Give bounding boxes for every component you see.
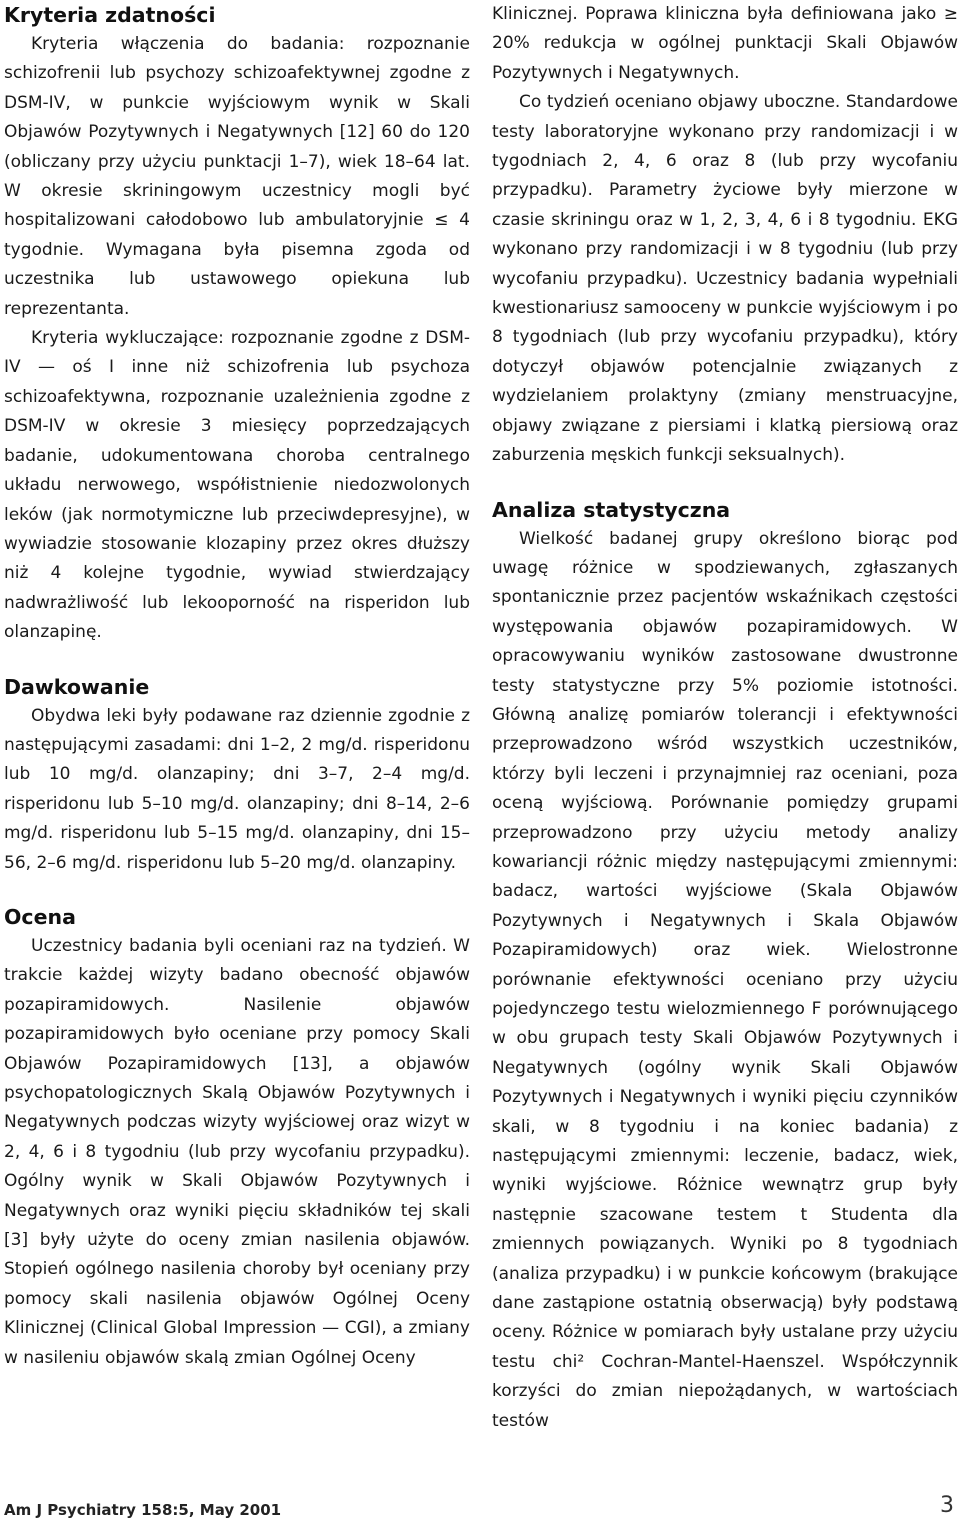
journal-citation: Am J Psychiatry 158:5, May 2001 — [4, 1501, 282, 1519]
paragraph-statistics: Wielkość badanej grupy określono biorąc pod uwagę różnice w spodziewanych, zgłaszanych spontanicznie przez pacjentów wskaźnikach częstości występowania objawów pozapiramidowych. W opracowywaniu wyników zastosowane dwustronne testy statystyczne przy 5% poziomie istotności. Główną analizę pomiarów tolerancji i efektywności przeprowadzono wśród wszystkich uczestników, którzy byli leczeni i przynajmniej raz oceniani, poza oceną wyjściową. Porównanie pomiędzy grupami przeprowadzono przy użyciu metody analizy kowariancji różnic między następującymi zmiennymi: badacz, wartości wyjściowe (Skala Objawów Pozytywnych i Negatywnych i Skala Objawów Pozapiramidowych) oraz wiek. Wielostronne porównanie efektywności oceniano przy użyciu pojedynczego testu wielozmiennego F porównującego w obu grupach testy Skali Objawów Pozytywnych i Negatywnych (ogólny wynik Skali Objawów Pozytywnych i Negatywnych i wyniki pięciu czynników skali, w 8 tygodniu i na koniec badania) z następującymi zmiennymi: leczenie, badacz, wiek, wyniki wyjściowe. Różnice wewnątrz grup były następnie szacowane testem t Studenta dla zmiennych powiązanych. Wyniki po 8 tygodniach (analiza przypadku) i w punkcie końcowym (brakujące dane zastąpione ostatnią obserwacją) były podstawą oceny. Różnice w pomiarach były ustalane przy użyciu testu chi² Cochran-Mantel-Haenszel. Współczynnik korzyści do zmian niepożądanych, w wartościach testów — [492, 528, 958, 1431]
paragraph-assessment-continued: Klinicznej. Poprawa kliniczna była definiowana jako ≥ 20% redukcja w ogólnej punktacji Skali Objawów Pozytywnych i Negatywnych. — [492, 4, 958, 83]
section-heading-statistics: Analiza statystyczna — [492, 497, 731, 522]
page-number: 3 — [940, 1493, 954, 1518]
section-heading-eligibility: Kryteria zdatności — [4, 3, 216, 27]
left-column — [4, 0, 470, 1373]
page-footer — [4, 1493, 954, 1521]
paragraph-side-effects: Co tydzień oceniano objawy uboczne. Standardowe testy laboratoryjne wykonano przy randomizacji i w tygodniach 2, 4, 6 oraz 8 (lub przy wycofaniu przypadku). Parametry życiowe były mierzone w czasie skriningu oraz w 1, 2, 3, 4, 6 i 8 tygodniu. EKG wykonano przy randomizacji i w 8 tygodniu (lub przy wycofaniu przypadku). Uczestnicy badania wypełniali kwestionariusz samooceny w punkcie wyjściowym i po 8 tygodniach (lub przy wycofaniu przypadku), który dotyczył objawów potencjalnie związanych z wydzielaniem prolaktyny (zmiany menstruacyjne, objawy związane z piersiami i klatką piersiową oraz zaburzenia męskich funkcji seksualnych). — [492, 92, 958, 466]
section-heading-dosing: Dawkowanie — [4, 674, 150, 699]
section-heading-assessment: Ocena — [4, 904, 76, 929]
paragraph-inclusion-criteria: Kryteria włączenia do badania: rozpoznanie schizofrenii lub psychozy schizoafektywnej zgodne z DSM-IV, w punkcie wyjściowym wynik w Skali Objawów Pozytywnych i Negatywnych [12] 60 do 120 (obliczany przy użyciu punktacji 1–7), wiek 18–64 lat. W okresie skriningowym uczestnicy mogli być hospitalizowani całodobowo lub ambulatoryjnie ≤ 4 tygodnie. Wymagana była pisemna zgoda od uczestnika lub ustawowego opiekuna lub reprezentanta. — [4, 34, 470, 319]
right-column — [492, 0, 958, 1436]
paragraph-assessment: Uczestnicy badania byli oceniani raz na tydzień. W trakcie każdej wizyty badano obecność objawów pozapiramidowych. Nasilenie objawów pozapiramidowych było oceniane przy pomocy Skali Objawów Pozapiramidowych [13], a objawów psychopatologicznych Skalą Objawów Pozytywnych i Negatywnych podczas wizyty wyjściowej oraz wizyt w 2, 4, 6 i 8 tygodniu (lub przy wycofaniu przypadku). Ogólny wynik w Skali Objawów Pozytywnych i Negatywnych oraz wyniki pięciu składników tej skali [3] były użyte do oceny zmian nasilenia objawów. Stopień ogólnego nasilenia choroby był oceniany przy pomocy skali nasilenia objawów Ogólnej Oceny Klinicznej (Clinical Global Impression — CGI), a zmiany w nasileniu objawów skalą zmian Ogólnej Oceny — [4, 935, 470, 1368]
paragraph-exclusion-criteria: Kryteria wykluczające: rozpoznanie zgodne z DSM-IV — oś I inne niż schizofrenia lub psychoza schizoafektywna, rozpoznanie uzależnienia zgodne z DSM-IV w okresie 3 miesięcy poprzedzających badanie, udokumentowana choroba centralnego układu nerwowego, współistnienie niedozwolonych leków (jak normotymiczne lub przeciwdepresyjne), w wywiadzie stosowanie klozapiny przez okres dłuższy niż 4 kolejne tygodnie, wywiad stwierdzający nadwrażliwość lub lekooporność na risperidon lub olanzapinę. — [4, 328, 470, 643]
paragraph-dosing: Obydwa leki były podawane raz dziennie zgodnie z następującymi zasadami: dni 1–2, 2 mg/d. risperidonu lub 10 mg/d. olanzapiny; dni 3–7, 2–4 mg/d. risperidonu lub 5–10 mg/d. olanzapiny; dni 8–14, 2–6 mg/d. risperidonu lub 5–15 mg/d. olanzapiny, dni 15–56, 2–6 mg/d. risperidonu lub 5–20 mg/d. olanzapiny. — [4, 705, 470, 873]
